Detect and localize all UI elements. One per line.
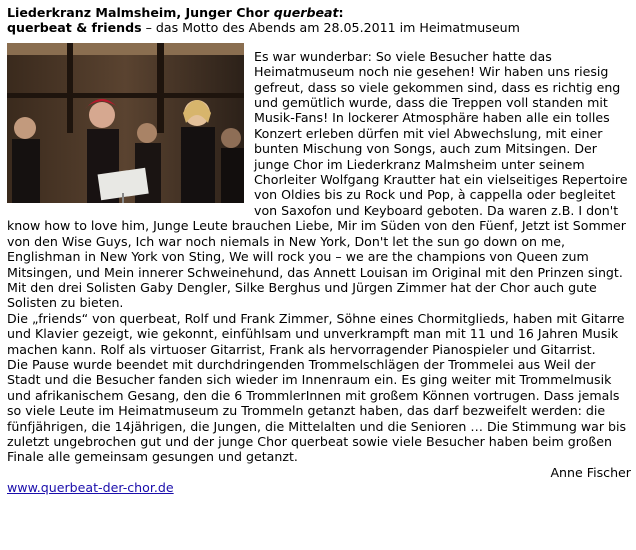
title-text: Liederkranz Malmsheim, Junger Chor [7, 5, 274, 20]
concert-photo-image [7, 43, 244, 203]
paragraph-1: Es war wunderbar: So viele Besucher hatte das Heimatmuseum noch nie gesehen! Wir haben uns riesig gefreut, dass so viele gekommen sind, dass es richtig eng und gemütlich wurde, dass die Treppen voll standen mit Musik-Fans! In lockerer Atmosphäre haben alle ein tolles Konzert erleben dürfen mit viel Abwechslung, mit einer bunten Mischung von Songs, auch zum Mitsingen. Der junge Chor im Liederkranz Malmsheim unter seinem Chorleiter Wolfgang Krautter hat ein vielseitiges Repertoire von Oldies bis zu Rock und Pop, à cappella oder begleitet von Saxofon und Keyboard geboten. Da waren z.B. I don't know how to love him, Junge Leute brauchen Liebe, Mir im Süden von den Füenf, Jetzt ist Sommer von den Wise Guys, Ich war noch niemals in New York, Don't let the sun go down on me, Englishman in New York von Sting, We will rock you – we are the champions von Queen zum Mitsingen, und Mein innerer Schweinehund, das Annett Louisan im Original mit den Prinzen singt. Mit den drei Solisten Gaby Dengler, Silke Berghus und Jürgen Zimmer hat der Chor auch gute Solisten zu bieten. [7, 48, 628, 311]
concert-photo [7, 43, 244, 203]
title-suffix: : [338, 5, 344, 20]
subtitle-rest: – das Motto des Abends am 28.05.2011 im Heimatmuseum [141, 20, 520, 36]
website-link[interactable]: www.querbeat-der-chor.de [7, 480, 174, 496]
article-container [7, 5, 631, 496]
page-title [7, 5, 631, 20]
title-italic: querbeat [273, 5, 339, 20]
paragraph-2: Die „friends“ von querbeat, Rolf und Frank Zimmer, Söhne eines Chormitglieds, haben mit Gitarre und Klavier gezeigt, wie gekonnt, einfühlsam und unverkrampft man mit 11 und 16 Jahren Musik machen kann. Rolf als virtuoser Gitarrist, Frank als hervorragender Pianospieler und Gitarrist. [7, 310, 625, 357]
subtitle-bold: querbeat & friends [7, 20, 142, 36]
author-signature: Anne Fischer [550, 464, 631, 480]
paragraph-3: Die Pause wurde beendet mit durchdringenden Trommelschlägen der Trommelei aus Weil der Stadt und die Besucher fanden sich wieder im Innenraum ein. Es ging weiter mit Trommelmusik und afrikanischem Gesang, den die 6 TrommlerInnen mit großem Können vortrugen. Dass jemals so viele Leute im Heimatmuseum zu Trommeln getanzt haben, das darf bezweifelt werden: die fünfjährigen, die 14jährigen, die Jungen, die Mittelalten und die Senioren … Die Stimmung war bis zuletzt ungebrochen gut und der junge Chor querbeat sowie viele Besucher haben beim großen Finale alle gemeinsam gesungen und getanzt. [7, 356, 627, 465]
subtitle [7, 20, 631, 35]
